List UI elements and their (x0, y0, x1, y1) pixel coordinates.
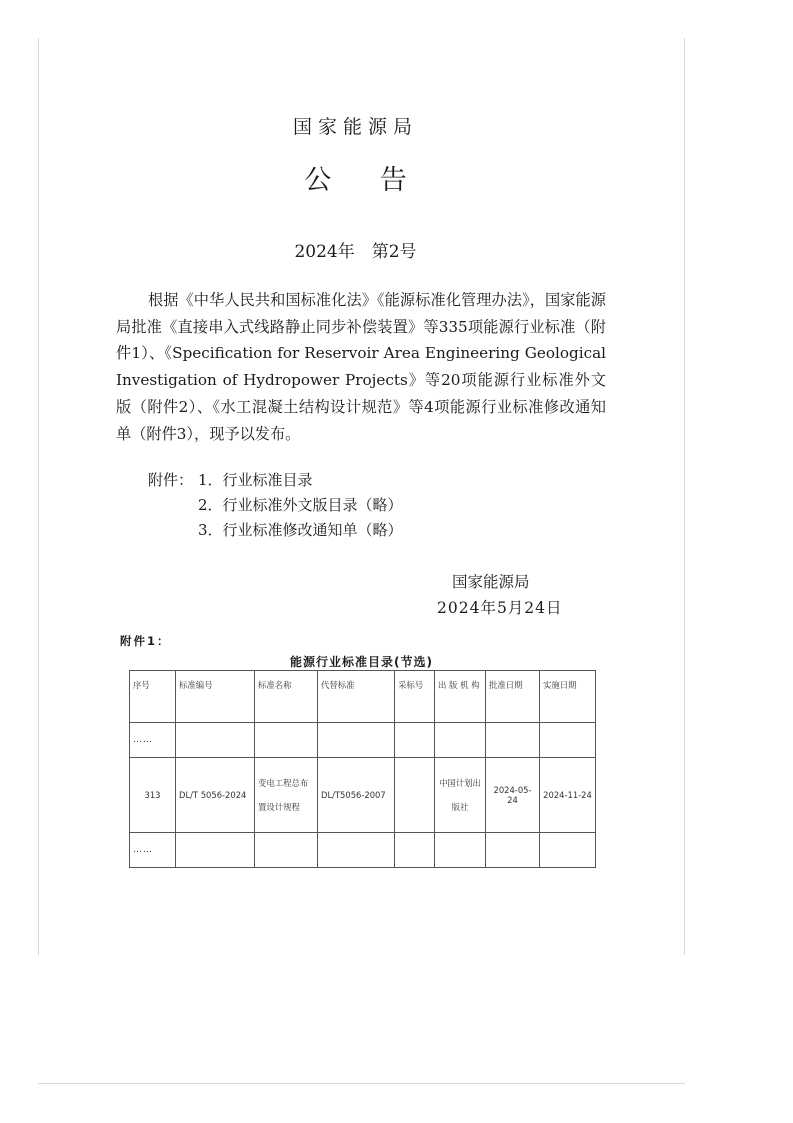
cell-effective: 2024-11-24 (540, 758, 596, 833)
cell-name: 变电工程总布置设计规程 (255, 758, 318, 833)
attachment-item-1 (148, 468, 313, 492)
announcement-paragraph: 根据《中华人民共和国标准化法》《能源标准化管理办法》，国家能源局批准《直接串入式线路静止同步补偿装置》等335项能源行业标准（附件1）、《Specification for Reservoir Area Engineering Geological Investigation of Hydropower Projects》等20项能源行业标准外文版（附件2）、《水工混凝土结构设计规范》等4项能源行业标准修改通知单（附件3），现予以发布。 (116, 291, 606, 443)
table-row (130, 723, 596, 758)
signature-org: 国家能源局 (452, 573, 530, 591)
cell-seq: 313 (130, 758, 176, 833)
attachments-label: 附件： (148, 471, 194, 489)
notice-number: 2024年 第2号 (294, 242, 417, 262)
col-header-effective: 实施日期 (540, 671, 596, 723)
attachment-text: 1．行业标准目录 (198, 471, 313, 489)
cell-publisher: 中国计划出版社 (435, 758, 486, 833)
cell-approved: 2024-05-24 (486, 758, 540, 833)
attachment-item-2: 2．行业标准外文版目录（略） (198, 496, 403, 514)
page-footer-rule (38, 1083, 685, 1084)
table-row (130, 833, 596, 868)
cell-adopted (395, 758, 435, 833)
cell-replaces: DL/T5056-2007 (318, 758, 395, 833)
annex-label: 附件1： (120, 634, 171, 648)
standards-table (129, 670, 596, 868)
col-header-adopted: 采标号 (395, 671, 435, 723)
cell-code: DL/T 5056-2024 (176, 758, 255, 833)
col-header-publisher (435, 671, 486, 723)
table-header-row (130, 671, 596, 723)
announcement-body (116, 287, 606, 447)
table-row (130, 758, 596, 833)
col-header-name: 标准名称 (255, 671, 318, 723)
col-header-approved: 批准日期 (486, 671, 540, 723)
ellipsis-cell: …… (130, 833, 176, 868)
notice-title: 公 告 (304, 165, 407, 196)
col-header-replaces: 代替标准 (318, 671, 395, 723)
agency-title: 国家能源局 (292, 116, 418, 138)
attachment-item-3: 3．行业标准修改通知单（略） (198, 521, 403, 539)
col-header-seq: 序号 (130, 671, 176, 723)
col-header-code: 标准编号 (176, 671, 255, 723)
table-title: 能源行业标准目录(节选) (290, 655, 433, 669)
signature-date: 2024年5月24日 (437, 599, 563, 617)
ellipsis-cell: …… (130, 723, 176, 758)
col-header-publisher-text: 出 版 机 构 (438, 680, 480, 690)
